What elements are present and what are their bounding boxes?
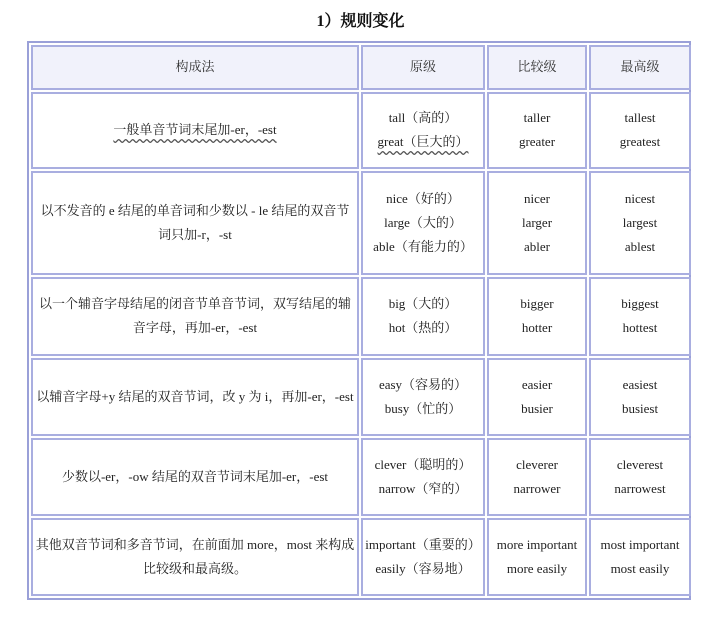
comparative-form: taller	[523, 110, 551, 126]
table-row	[31, 518, 691, 596]
superlative-cell	[589, 438, 691, 516]
rule-cell: 以辅音字母+y 结尾的双音节词，改 y 为 i，再加-er，-est	[31, 358, 359, 436]
positive-form: large（大的）	[384, 215, 462, 231]
comparative-cell	[487, 438, 587, 516]
header-cell-superlative: 最高级	[589, 45, 691, 90]
table-row	[31, 438, 691, 516]
comparative-form: abler	[524, 239, 550, 255]
positive-cell	[361, 277, 485, 355]
comparative-cell	[487, 277, 587, 355]
superlative-form: ablest	[624, 239, 656, 255]
comparative-cell	[487, 92, 587, 169]
comparative-form: busier	[521, 400, 553, 416]
superlative-cell	[589, 358, 691, 436]
comparison-table-frame	[27, 41, 691, 600]
positive-cell	[361, 171, 485, 276]
rule-text: 一般单音节词末尾加-er，-est	[113, 122, 277, 138]
superlative-form: busiest	[621, 400, 659, 416]
positive-cell	[361, 438, 485, 516]
superlative-form: hottest	[622, 320, 658, 336]
header-cell-positive: 原级	[361, 45, 485, 90]
comparative-form: bigger	[520, 296, 554, 312]
rule-cell	[31, 92, 359, 169]
rule-cell: 其他双音节词和多音节词，在前面加 more，most 来构成比较级和最高级。	[31, 518, 359, 596]
superlative-form: cleverest	[616, 456, 664, 472]
header-cell-comparative: 比较级	[487, 45, 587, 90]
table-row	[31, 277, 691, 355]
positive-form: easily（容易地）	[375, 560, 471, 576]
positive-form: narrow（窄的）	[378, 480, 468, 496]
superlative-form: biggest	[621, 296, 659, 312]
page-title: 1）规则变化	[316, 13, 405, 30]
positive-form: great（巨大的）	[377, 134, 469, 150]
comparative-form: larger	[521, 215, 553, 231]
comparative-cell	[487, 358, 587, 436]
table-row	[31, 358, 691, 436]
positive-form: clever（聪明的）	[374, 456, 472, 472]
superlative-form: greatest	[619, 134, 661, 150]
positive-form: able（有能力的）	[373, 239, 473, 255]
comparative-form: greater	[518, 134, 556, 150]
superlative-form: most important	[600, 536, 680, 552]
positive-form: easy（容易的）	[378, 376, 468, 392]
positive-form: busy（忙的）	[384, 400, 462, 416]
positive-form: important（重要的）	[365, 536, 481, 552]
superlative-cell	[589, 277, 691, 355]
positive-form: nice（好的）	[386, 191, 460, 207]
comparative-cell	[487, 171, 587, 276]
comparative-cell	[487, 518, 587, 596]
header-cell-method: 构成法	[31, 45, 359, 90]
superlative-form: easiest	[622, 376, 658, 392]
superlative-cell	[589, 171, 691, 276]
superlative-cell	[589, 92, 691, 169]
positive-cell	[361, 518, 485, 596]
rule-cell: 少数以-er，-ow 结尾的双音节词末尾加-er，-est	[31, 438, 359, 516]
comparative-form: cleverer	[516, 456, 558, 472]
comparative-form: hotter	[521, 320, 553, 336]
superlative-form: tallest	[624, 110, 656, 126]
superlative-form: largest	[622, 215, 658, 231]
superlative-form: most easily	[610, 560, 670, 576]
table-row	[31, 92, 691, 169]
comparative-form: nicer	[524, 191, 550, 207]
superlative-form: nicest	[624, 191, 656, 207]
positive-cell	[361, 92, 485, 169]
comparative-form: more important	[496, 536, 578, 552]
comparative-form: more easily	[506, 560, 568, 576]
superlative-form: narrowest	[614, 480, 666, 496]
superlative-cell	[589, 518, 691, 596]
rule-cell: 以一个辅音字母结尾的闭音节单音节词，双写结尾的辅音字母，再加-er，-est	[31, 277, 359, 355]
comparison-table	[29, 43, 693, 598]
positive-form: big（大的）	[388, 296, 458, 312]
table-row	[31, 171, 691, 276]
comparative-form: easier	[521, 376, 553, 392]
positive-form: hot（热的）	[388, 320, 458, 336]
rule-cell: 以不发音的 e 结尾的单音词和少数以 - le 结尾的双音节词只加-r，-st	[31, 171, 359, 276]
positive-cell	[361, 358, 485, 436]
comparative-form: narrower	[513, 480, 561, 496]
positive-form: tall（高的）	[388, 110, 458, 126]
header-row	[31, 45, 691, 90]
